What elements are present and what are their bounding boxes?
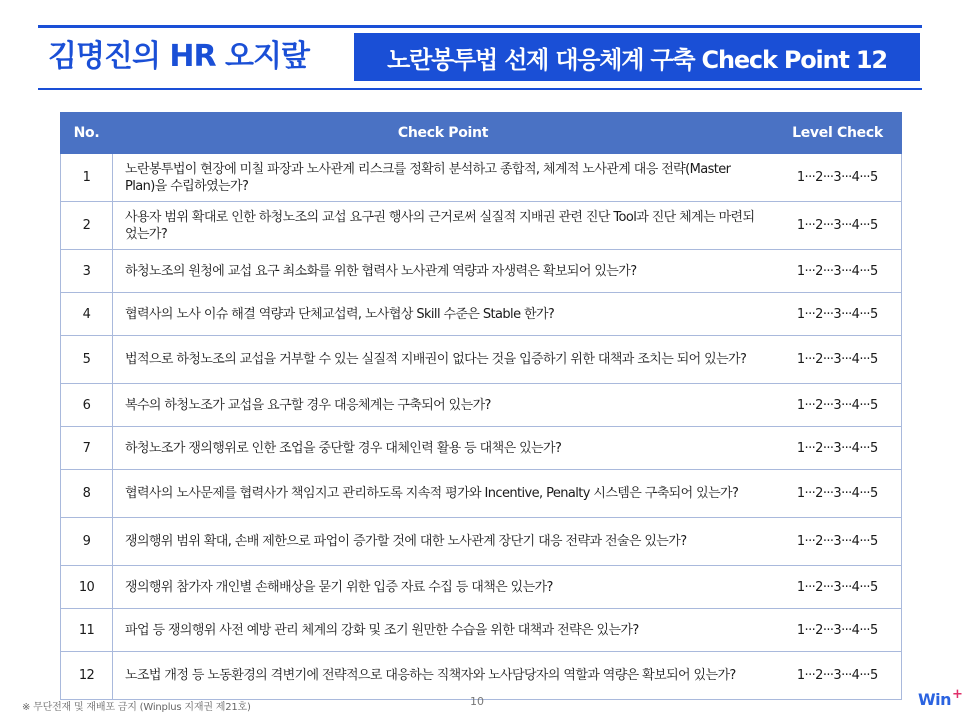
level-scale: 1···2···3···4···5 xyxy=(774,202,902,250)
check-point-text: 쟁의행위 범위 확대, 손배 제한으로 파업이 증가할 것에 대한 노사관계 장단기 대응 전략과 전술은 있는가? xyxy=(113,518,774,566)
table-row xyxy=(61,518,902,566)
table-row xyxy=(61,336,902,384)
row-number: 4 xyxy=(61,293,113,336)
table-header-row xyxy=(61,113,902,154)
table-row xyxy=(61,609,902,652)
check-point-text: 사용자 범위 확대로 인한 하청노조의 교섭 요구권 행사의 근거로써 실질적 지배권 관련 진단 Tool과 진단 체계는 마련되었는가? xyxy=(113,202,774,250)
check-point-text: 파업 등 쟁의행위 사전 예방 관리 체계의 강화 및 조기 원만한 수습을 위한 대책과 전략은 있는가? xyxy=(113,609,774,652)
level-scale: 1···2···3···4···5 xyxy=(774,336,902,384)
winplus-logo xyxy=(918,687,962,709)
row-number: 7 xyxy=(61,427,113,470)
table-row xyxy=(61,652,902,700)
page-number: 10 xyxy=(470,695,484,708)
column-header-check-point: Check Point xyxy=(113,113,774,154)
column-header-level-check: Level Check xyxy=(774,113,902,154)
row-number: 5 xyxy=(61,336,113,384)
table-row xyxy=(61,154,902,202)
row-number: 2 xyxy=(61,202,113,250)
table-row xyxy=(61,566,902,609)
checkpoint-table xyxy=(60,112,902,700)
logo-plus: + xyxy=(952,687,962,702)
level-scale: 1···2···3···4···5 xyxy=(774,609,902,652)
row-number: 9 xyxy=(61,518,113,566)
table-row xyxy=(61,427,902,470)
row-number: 3 xyxy=(61,250,113,293)
copyright-note: ※ 무단전재 및 재배포 금지 (Winplus 지재권 제21호) xyxy=(22,702,251,713)
check-point-text: 하청노조의 원청에 교섭 요구 최소화를 위한 협력사 노사관계 역량과 자생력은 확보되어 있는가? xyxy=(113,250,774,293)
check-point-text: 법적으로 하청노조의 교섭을 거부할 수 있는 실질적 지배권이 없다는 것을 입증하기 위한 대책과 조치는 되어 있는가? xyxy=(113,336,774,384)
level-scale: 1···2···3···4···5 xyxy=(774,293,902,336)
table-row xyxy=(61,202,902,250)
level-scale: 1···2···3···4···5 xyxy=(774,518,902,566)
row-number: 10 xyxy=(61,566,113,609)
check-point-text: 노란봉투법이 현장에 미칠 파장과 노사관계 리스크를 정확히 분석하고 종합적, 체계적 노사관계 대응 전략(Master Plan)을 수립하였는가? xyxy=(113,154,774,202)
brand-title: 김명진의 HR 오지랖 xyxy=(48,39,309,74)
logo-text: Win xyxy=(918,690,952,709)
level-scale: 1···2···3···4···5 xyxy=(774,427,902,470)
level-scale: 1···2···3···4···5 xyxy=(774,470,902,518)
table-row xyxy=(61,470,902,518)
column-header-no: No. xyxy=(61,113,113,154)
row-number: 6 xyxy=(61,384,113,427)
slide-title: 노란봉투법 선제 대응체계 구축 Check Point 12 xyxy=(354,33,920,81)
table-row xyxy=(61,250,902,293)
level-scale: 1···2···3···4···5 xyxy=(774,384,902,427)
check-point-text: 하청노조가 쟁의행위로 인한 조업을 중단할 경우 대체인력 활용 등 대책은 있는가? xyxy=(113,427,774,470)
check-point-text: 복수의 하청노조가 교섭을 요구할 경우 대응체계는 구축되어 있는가? xyxy=(113,384,774,427)
check-point-text: 노조법 개정 등 노동환경의 격변기에 전략적으로 대응하는 직책자와 노사담당자의 역할과 역량은 확보되어 있는가? xyxy=(113,652,774,700)
row-number: 12 xyxy=(61,652,113,700)
check-point-text: 쟁의행위 참가자 개인별 손해배상을 묻기 위한 입증 자료 수집 등 대책은 있는가? xyxy=(113,566,774,609)
level-scale: 1···2···3···4···5 xyxy=(774,154,902,202)
header-top-rule xyxy=(38,25,922,28)
row-number: 8 xyxy=(61,470,113,518)
level-scale: 1···2···3···4···5 xyxy=(774,652,902,700)
row-number: 11 xyxy=(61,609,113,652)
level-scale: 1···2···3···4···5 xyxy=(774,566,902,609)
header-bottom-rule xyxy=(38,88,922,90)
check-point-text: 협력사의 노사 이슈 해결 역량과 단체교섭력, 노사협상 Skill 수준은 Stable 한가? xyxy=(113,293,774,336)
check-point-text: 협력사의 노사문제를 협력사가 책임지고 관리하도록 지속적 평가와 Incentive, Penalty 시스템은 구축되어 있는가? xyxy=(113,470,774,518)
table-row xyxy=(61,384,902,427)
table-row xyxy=(61,293,902,336)
level-scale: 1···2···3···4···5 xyxy=(774,250,902,293)
row-number: 1 xyxy=(61,154,113,202)
